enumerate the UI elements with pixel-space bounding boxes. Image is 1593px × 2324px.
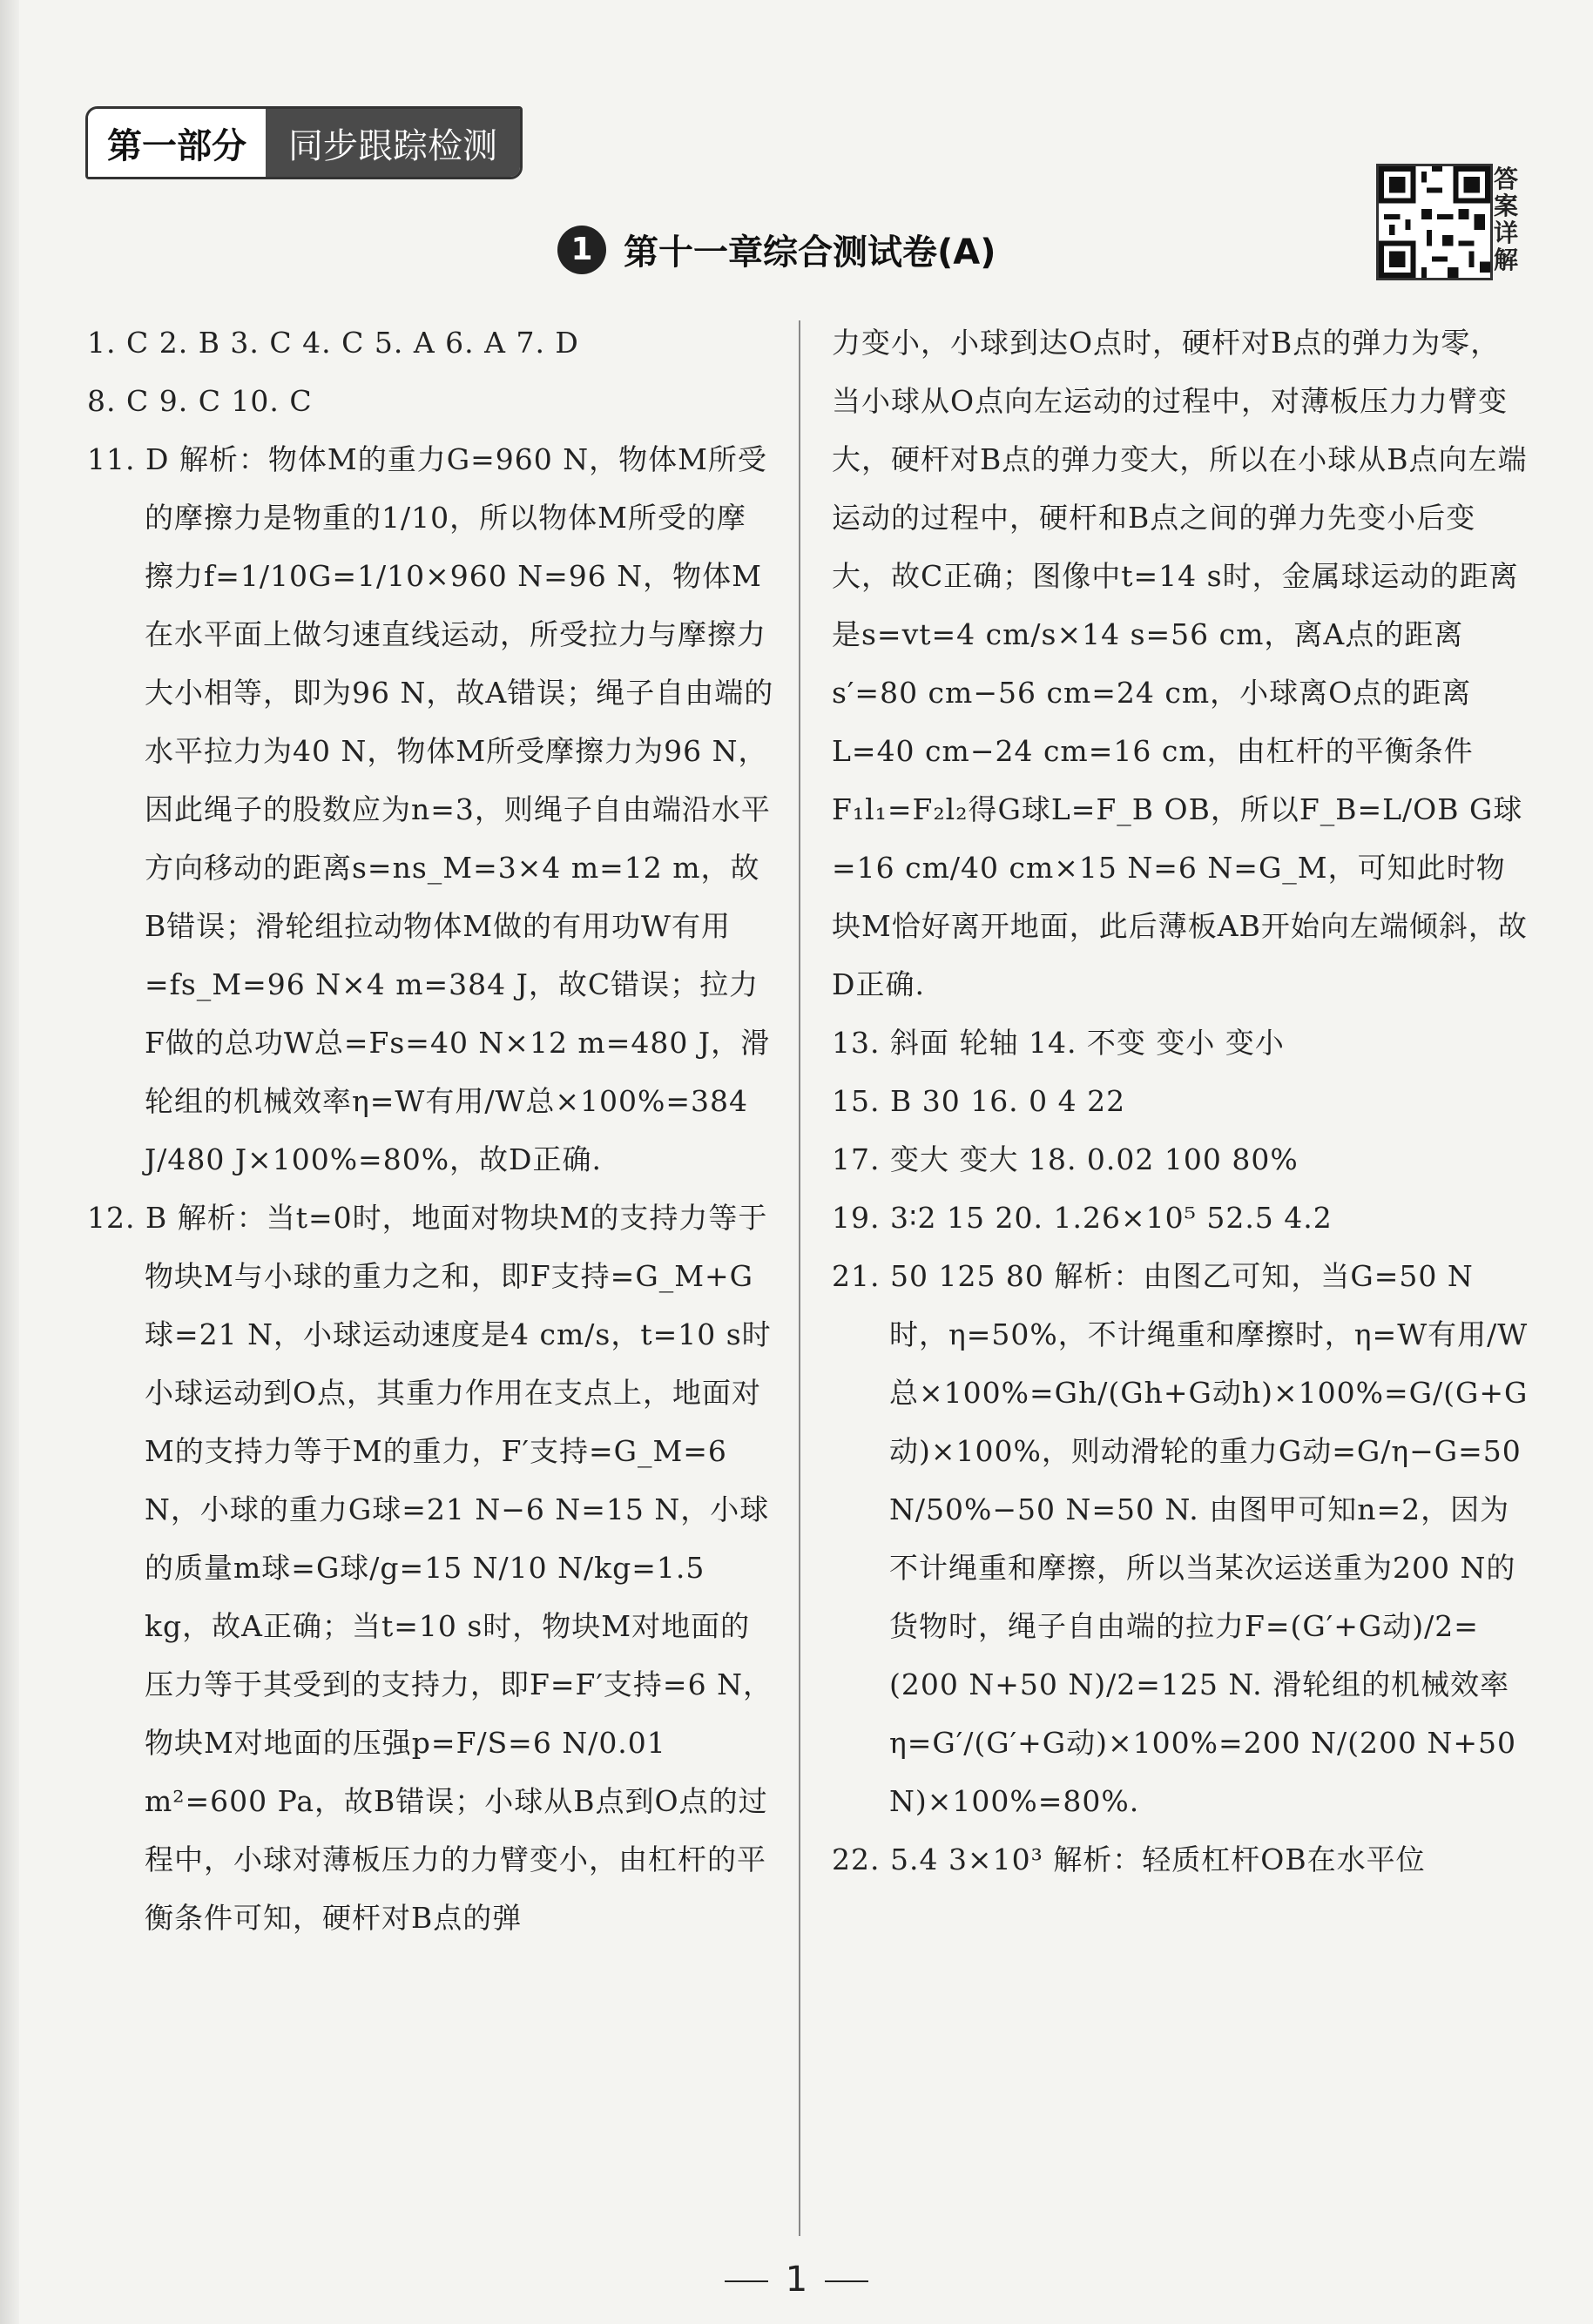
section-label: 同步跟踪检测 [266,109,520,177]
footer-dash-left [725,2280,768,2282]
qr-label: 答案详解 [1493,165,1518,274]
answer-12-continued: 力变小，小球到达O点时，硬杆对B点的弹力为零，当小球从O点向左运动的过程中，对薄板压力力臂变大，硬杆对B点的弹力变大，所以在小球从B点向左端运动的过程中，硬杆和B点之间的弹力先变小后变大，故C正确；图像中t=14 s时，金属球运动的距离是s=vt=4 cm/s×14 s=56 cm，离A点的距离s′=80 cm−56 cm=24 cm，小球离O点的距离L=40 cm−24 cm=16 cm，由杠杆的平衡条件F₁l₁=F₂l₂得G球L=F_B OB，所以F_B=L/OB G球=16 cm/40 cm×15 N=6 N=G_M，可知此时物块M恰好离开地面，此后薄板AB开始向左端倾斜，故D正确. [832,326,1528,1001]
answer-17-18: 17. 变大 变大 18. 0.02 100 80% [832,1142,1299,1176]
answer-13-14: 13. 斜面 轮轴 14. 不变 变小 变小 [832,1026,1285,1060]
page-footer [0,2260,1593,2300]
answer-21: 21. 50 125 80 解析：由图乙可知，当G=50 N时，η=50%，不计绳重和摩擦时，η=W有用/W总×100%=Gh/(Gh+G动h)×100%=G/(G+G动)×100%，则动滑轮的重力G动=G/η−G=50 N/50%−50 N=50 N. 由图甲可知n=2，因为不计绳重和摩擦，所以当某次运送重为200 N的货物时，绳子自由端的拉力F=(G′+G动)/2=(200 N+50 N)/2=125 N. 滑轮组的机械效率η=G′/(G′+G动)×100%=200 N/(200 N+50 N)×100%=80%. [832,1259,1529,1818]
answer-11: 11. D 解析：物体M的重力G=960 N，物体M所受的摩擦力是物重的1/10，所以物体M所受的摩擦力f=1/10G=1/10×960 N=96 N，物体M在水平面上做匀速直线运动，所受拉力与摩擦力大小相等，即为96 N，故A错误；绳子自由端的水平拉力为40 N，物体M所受摩擦力为96 N，因此绳子的股数应为n=3，则绳子自由端沿水平方向移动的距离s=ns_M=3×4 m=12 m，故B错误；滑轮组拉动物体M做的有用功W有用=fs_M=96 N×4 m=384 J，故C错误；拉力F做的总功W总=Fs=40 N×12 m=480 J，滑轮组的机械效率η=W有用/W总×100%=384 J/480 J×100%=80%，故D正确. [87,442,774,1176]
answer-15-16: 15. B 30 16. 0 4 22 [832,1084,1126,1118]
footer-dash-right [825,2280,868,2282]
part-label: 第一部分 [88,109,266,177]
title-text: 第十一章综合测试卷(A) [624,232,996,273]
answer-19-20: 19. 3∶2 15 20. 1.26×10⁵ 52.5 4.2 [832,1201,1333,1235]
section-tag [85,106,523,179]
left-column [87,313,775,1947]
page-title [557,225,996,274]
column-divider [799,320,800,2236]
answer-22: 22. 5.4 3×10³ 解析：轻质杠杆OB在水平位 [832,1842,1426,1876]
page-binding-edge [0,0,19,2324]
answer-line-8-10: 8. C 9. C 10. C [87,384,313,418]
title-number-badge: 1 [557,226,606,274]
right-column [832,313,1529,1889]
page-number: 1 [785,2260,808,2300]
qr-code-icon[interactable] [1376,164,1493,280]
answer-line-1-7: 1. C 2. B 3. C 4. C 5. A 6. A 7. D [87,326,579,360]
answer-12: 12. B 解析：当t=0时，地面对物块M的支持力等于物块M与小球的重力之和，即F支持=G_M+G球=21 N，小球运动速度是4 cm/s，t=10 s时小球运动到O点，其重力作用在支点上，地面对M的支持力等于M的重力，F′支持=G_M=6 N，小球的重力G球=21 N−6 N=15 N，小球的质量m球=G球/g=15 N/10 N/kg=1.5 kg，故A正确；当t=10 s时，物块M对地面的压力等于其受到的支持力，即F=F′支持=6 N，物块M对地面的压强p=F/S=6 N/0.01 m²=600 Pa，故B错误；小球从B点到O点的过程中，小球对薄板压力的力臂变小，由杠杆的平衡条件可知，硬杆对B点的弹 [87,1201,773,1935]
